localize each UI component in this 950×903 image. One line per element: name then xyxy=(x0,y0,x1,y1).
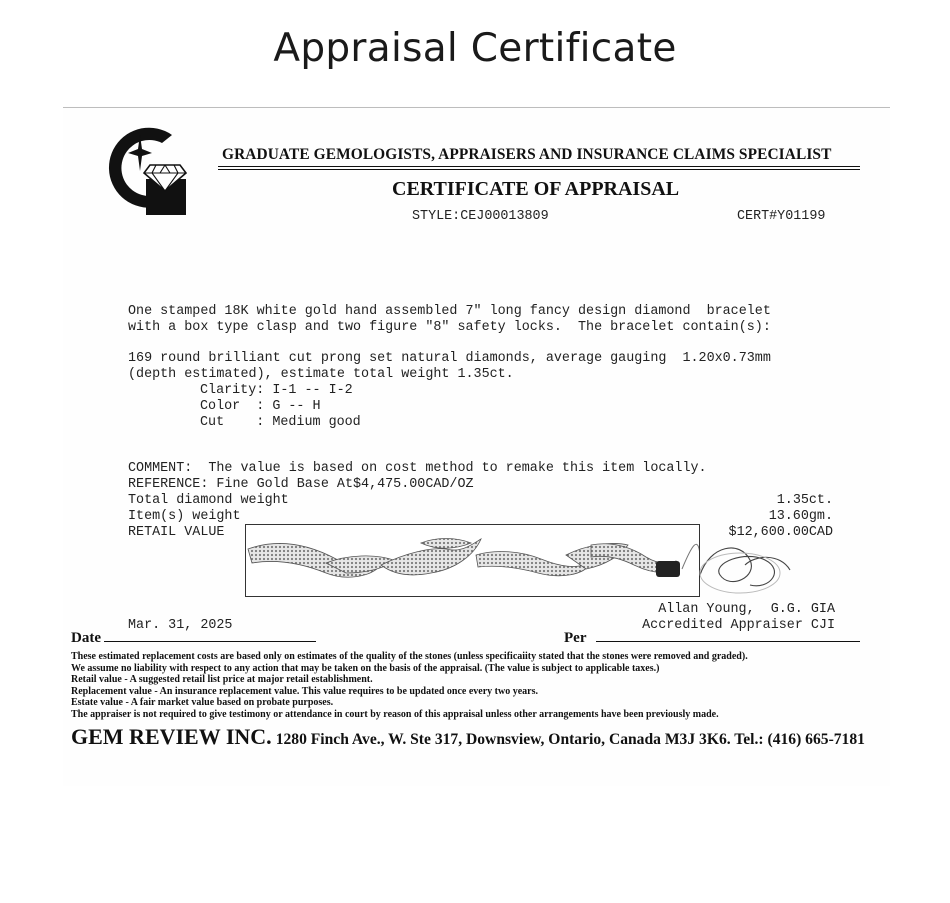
bracelet-image xyxy=(246,525,700,597)
retail-value: $12,600.00CAD xyxy=(728,525,833,540)
gem-logo-icon xyxy=(100,121,192,221)
cut-grade: Cut : Medium good xyxy=(200,415,361,430)
style-number: STYLE:CEJ00013809 xyxy=(412,209,549,224)
clarity-grade: Clarity: I-1 -- I-2 xyxy=(200,383,353,398)
disclaimer-line: The appraiser is not required to give testimony or attendance in court by reason of this appraisal unless other arrangements have been previously made. xyxy=(71,709,719,720)
comment: COMMENT: The value is based on cost method to remake this item locally. xyxy=(128,461,707,476)
cert-number: CERT#Y01199 xyxy=(737,209,826,224)
per-line xyxy=(596,641,860,642)
company-heading: GRADUATE GEMOLOGISTS, APPRAISERS AND INSURANCE CLAIMS SPECIALIST xyxy=(222,146,832,163)
item-weight-label: Item(s) weight xyxy=(128,509,241,524)
appraisal-date: Mar. 31, 2025 xyxy=(128,618,233,633)
disclaimer-line: We assume no liability with respect to any action that may be taken on the basis of the appraisal. (The value is subject to applicable taxes.) xyxy=(71,662,660,674)
footer xyxy=(71,724,865,750)
date-line xyxy=(104,641,316,642)
description-line: One stamped 18K white gold hand assembled 7" long fancy design diamond bracelet xyxy=(128,304,771,319)
company-address: 1280 Finch Ave., W. Ste 317, Downsview, Ontario, Canada M3J 3K6. Tel.: (416) 665-7181 xyxy=(275,731,865,748)
heading-rule xyxy=(218,166,860,167)
color-grade: Color : G -- H xyxy=(200,399,321,414)
disclaimer-line: These estimated replacement costs are based only on estimates of the quality of the stones (unless specificaiity stated that the stones were removed and graded). xyxy=(71,651,748,662)
heading-rule xyxy=(218,169,860,170)
company-name: GEM REVIEW INC. xyxy=(71,724,272,749)
retail-value-label: RETAIL VALUE xyxy=(128,525,225,540)
disclaimer-line: Estate value - A fair market value based on probate purposes. xyxy=(71,697,334,709)
reference: REFERENCE: Fine Gold Base At$4,475.00CAD/OZ xyxy=(128,477,474,492)
per-label: Per xyxy=(564,630,587,646)
diamond-weight-label: Total diamond weight xyxy=(128,493,289,508)
appraiser-name: Allan Young, G.G. GIA xyxy=(658,602,835,617)
description-line: (depth estimated), estimate total weight 1.35ct. xyxy=(128,367,514,382)
description-line: 169 round brilliant cut prong set natural diamonds, average gauging 1.20x0.73mm xyxy=(128,351,771,366)
certificate-title: CERTIFICATE OF APPRAISAL xyxy=(392,178,680,200)
disclaimer-line: Replacement value - An insurance replacement value. This value requires to be updated once every two years. xyxy=(71,685,539,697)
bracelet-photo xyxy=(245,524,700,597)
page-title: Appraisal Certificate xyxy=(273,26,677,71)
appraiser-title: Accredited Appraiser CJI xyxy=(642,618,835,633)
disclaimer-line: Retail value - A suggested retail list price at major retail establishment. xyxy=(71,674,373,686)
diamond-weight-value: 1.35ct. xyxy=(776,493,833,508)
description-line: with a box type clasp and two figure "8" safety locks. The bracelet contain(s): xyxy=(128,320,771,335)
date-label: Date xyxy=(71,630,101,646)
item-weight-value: 13.60gm. xyxy=(768,509,833,524)
sheet-edge xyxy=(63,107,890,108)
signature-scribble xyxy=(690,535,800,605)
